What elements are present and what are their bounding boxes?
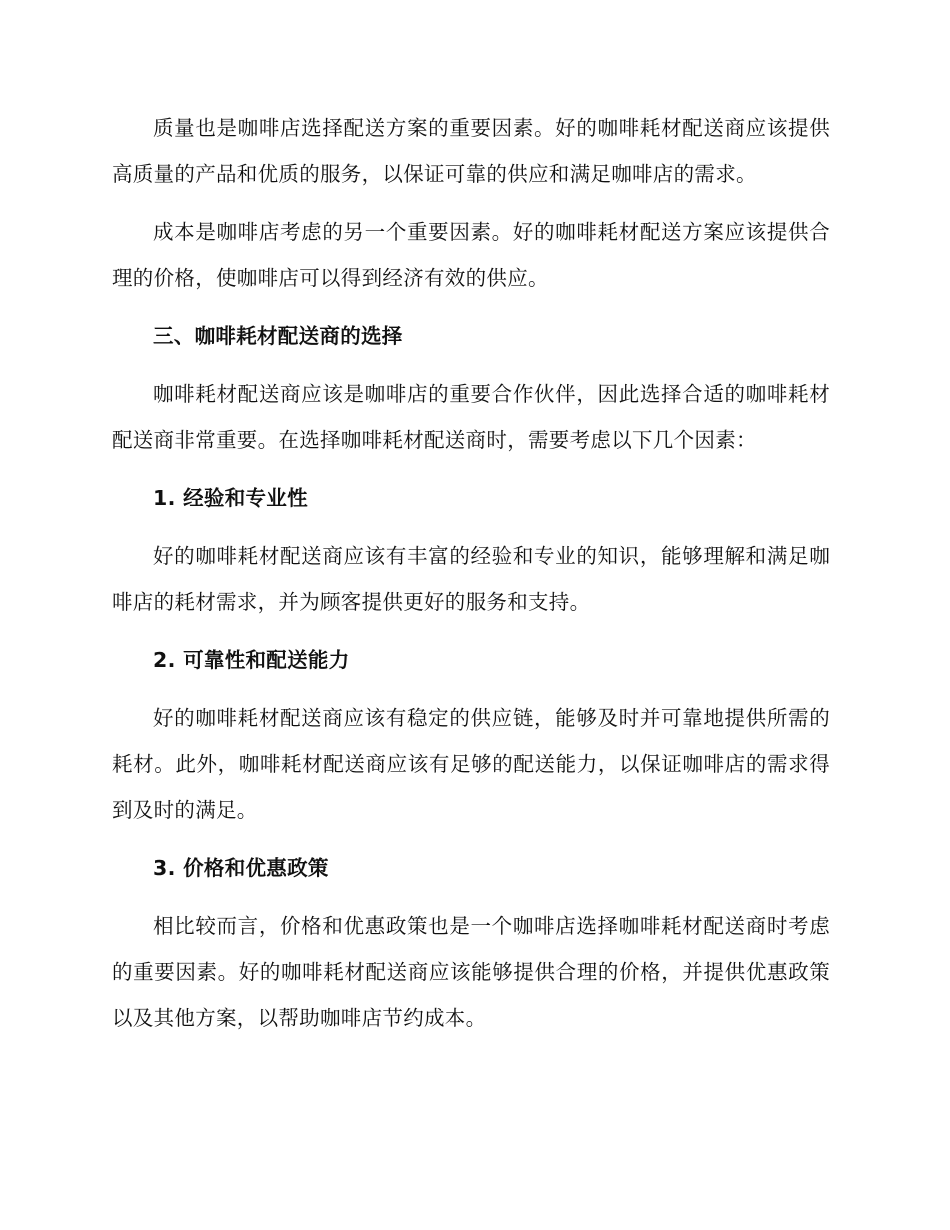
paragraph-reliability: 好的咖啡耗材配送商应该有稳定的供应链，能够及时并可靠地提供所需的耗材。此外，咖啡耗材配送商应该有足够的配送能力，以保证咖啡店的需求得到及时的满足。 (112, 706, 830, 822)
paragraph-cost: 成本是咖啡店考虑的另一个重要因素。好的咖啡耗材配送方案应该提供合理的价格，使咖啡店可以得到经济有效的供应。 (112, 220, 830, 290)
subheading-experience: 1. 经验和专业性 (153, 486, 308, 510)
document-page (112, 105, 830, 1053)
subheading-reliability: 2. 可靠性和配送能力 (153, 648, 350, 672)
subheading-pricing: 3. 价格和优惠政策 (153, 856, 329, 880)
paragraph-experience: 好的咖啡耗材配送商应该有丰富的经验和专业的知识，能够理解和满足咖啡店的耗材需求，并为顾客提供更好的服务和支持。 (112, 544, 830, 614)
section-heading-supplier-selection: 三、咖啡耗材配送商的选择 (153, 324, 403, 348)
paragraph-supplier-intro: 咖啡耗材配送商应该是咖啡店的重要合作伙伴，因此选择合适的咖啡耗材配送商非常重要。在选择咖啡耗材配送商时，需要考虑以下几个因素： (112, 382, 830, 452)
paragraph-quality: 质量也是咖啡店选择配送方案的重要因素。好的咖啡耗材配送商应该提供高质量的产品和优质的服务，以保证可靠的供应和满足咖啡店的需求。 (112, 116, 830, 186)
paragraph-pricing: 相比较而言，价格和优惠政策也是一个咖啡店选择咖啡耗材配送商时考虑的重要因素。好的咖啡耗材配送商应该能够提供合理的价格，并提供优惠政策以及其他方案，以帮助咖啡店节约成本。 (112, 914, 830, 1030)
